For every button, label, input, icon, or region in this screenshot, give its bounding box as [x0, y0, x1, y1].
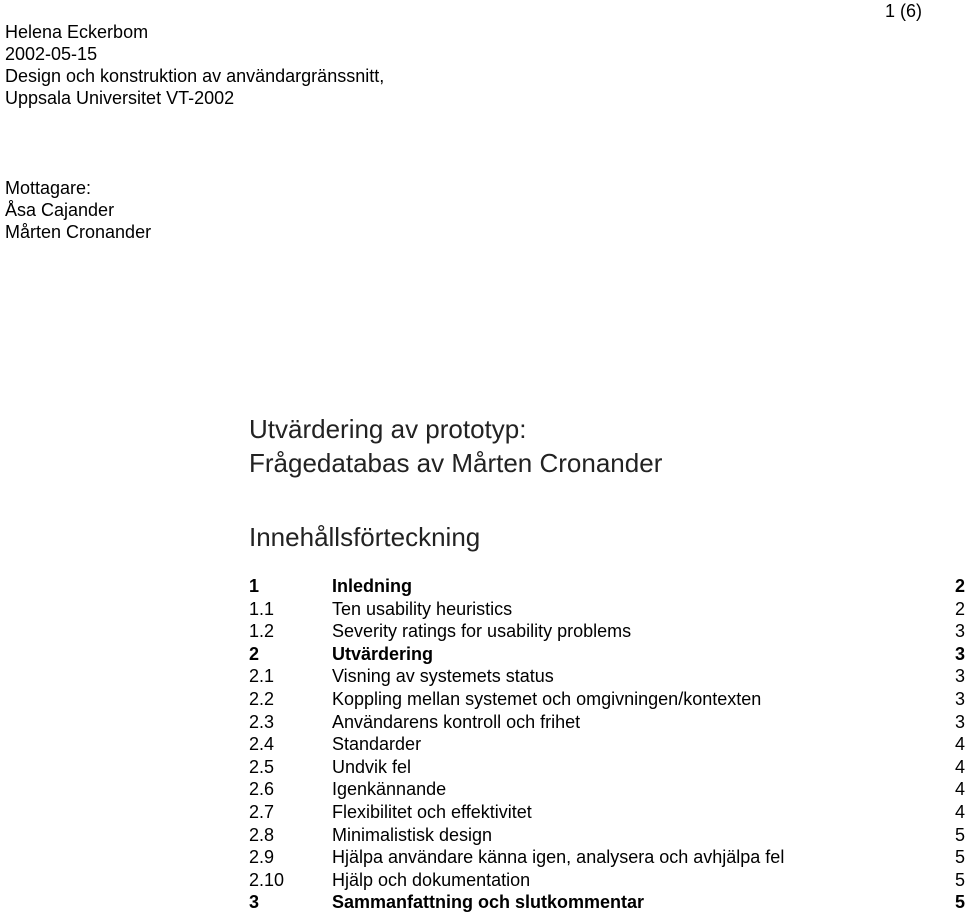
toc-entry-label: Undvik fel: [332, 756, 412, 777]
toc-entry-label: Utvärdering: [332, 643, 434, 664]
toc-entry-page: 4: [954, 779, 965, 800]
toc-entry-page: 3: [954, 688, 965, 709]
toc-entry-number: 2.1: [249, 666, 275, 687]
toc-entry-page: 4: [954, 801, 965, 822]
toc-entry-number: 2.8: [249, 824, 275, 845]
toc-entry-number: 2.6: [249, 779, 275, 800]
toc-entry-label: Severity ratings for usability problems: [332, 621, 632, 642]
toc-entry-number: 2.5: [249, 756, 275, 777]
title-line-1: Utvärdering av prototyp:: [249, 414, 527, 444]
toc-heading: Innehållsförteckning: [249, 522, 481, 552]
document-title: [249, 412, 662, 480]
table-of-contents: [249, 575, 965, 914]
title-line-2: Frågedatabas av Mårten Cronander: [249, 448, 663, 478]
toc-entry-page: 5: [954, 824, 965, 845]
recipients-label: Mottagare:: [5, 178, 92, 198]
toc-entry-number: 2.7: [249, 801, 275, 822]
toc-entry-label: Standarder: [332, 734, 422, 755]
toc-entry-label: Användarens kontroll och frihet: [332, 711, 581, 732]
recipient-name: Mårten Cronander: [5, 222, 152, 242]
toc-entry-label: Flexibilitet och effektivitet: [332, 801, 532, 822]
toc-entry[interactable]: [249, 824, 965, 847]
toc-entry-page: 4: [954, 734, 965, 755]
toc-entry-label: Hjälp och dokumentation: [332, 869, 531, 890]
toc-entry[interactable]: [249, 665, 965, 688]
toc-entry-number: 2.3: [249, 711, 275, 732]
toc-entry[interactable]: [249, 711, 965, 734]
toc-entry[interactable]: [249, 801, 965, 824]
toc-entry[interactable]: [249, 643, 965, 666]
toc-entry-number: 3: [249, 892, 260, 913]
toc-entry-number: 1.1: [249, 598, 275, 619]
toc-entry[interactable]: [249, 891, 965, 914]
recipients-block: [5, 177, 151, 243]
toc-entry-label: Sammanfattning och slutkommentar: [332, 892, 645, 913]
toc-entry-number: 2.10: [249, 869, 285, 890]
toc-entry[interactable]: [249, 778, 965, 801]
toc-entry[interactable]: [249, 869, 965, 892]
document-header: [5, 21, 384, 109]
toc-entry-label: Hjälpa användare känna igen, analysera och avhjälpa fel: [332, 847, 785, 868]
toc-entry-number: 1: [249, 576, 260, 596]
toc-entry-label: Ten usability heuristics: [332, 598, 513, 619]
toc-entry-page: 2: [954, 576, 965, 596]
toc-entry-page: 2: [954, 598, 965, 619]
course-name: Design och konstruktion av användargränssnitt,: [5, 66, 385, 86]
toc-entry-page: 5: [954, 847, 965, 868]
toc-entry-number: 2.4: [249, 734, 275, 755]
toc-entry[interactable]: [249, 733, 965, 756]
toc-entry-page: 3: [954, 666, 965, 687]
toc-entry-number: 2.9: [249, 847, 275, 868]
toc-entry[interactable]: [249, 575, 965, 598]
page-number: 1 (6): [884, 1, 922, 21]
toc-entry-page: 4: [954, 756, 965, 777]
author-name: Helena Eckerbom: [5, 22, 149, 42]
toc-entry-number: 1.2: [249, 621, 275, 642]
toc-entry-page: 5: [954, 892, 965, 913]
toc-entry[interactable]: [249, 846, 965, 869]
toc-entry-label: Igenkännande: [332, 779, 447, 800]
toc-entry-page: 3: [954, 711, 965, 732]
toc-entry-label: Visning av systemets status: [332, 666, 554, 687]
toc-entry-number: 2: [249, 643, 260, 664]
toc-entry-label: Minimalistisk design: [332, 824, 493, 845]
recipient-name: Åsa Cajander: [5, 200, 115, 220]
toc-entry-label: Inledning: [332, 576, 412, 596]
toc-entry-label: Koppling mellan systemet och omgivningen/kontexten: [332, 688, 762, 709]
toc-entry-page: 3: [954, 643, 965, 664]
toc-entry[interactable]: [249, 620, 965, 643]
toc-entry-page: 5: [954, 869, 965, 890]
toc-entry-number: 2.2: [249, 688, 275, 709]
document-date: 2002-05-15: [5, 44, 98, 64]
toc-entry-page: 3: [954, 621, 965, 642]
toc-entry[interactable]: [249, 756, 965, 779]
toc-entry[interactable]: [249, 688, 965, 711]
toc-entry[interactable]: [249, 598, 965, 621]
university-term: Uppsala Universitet VT-2002: [5, 88, 235, 108]
